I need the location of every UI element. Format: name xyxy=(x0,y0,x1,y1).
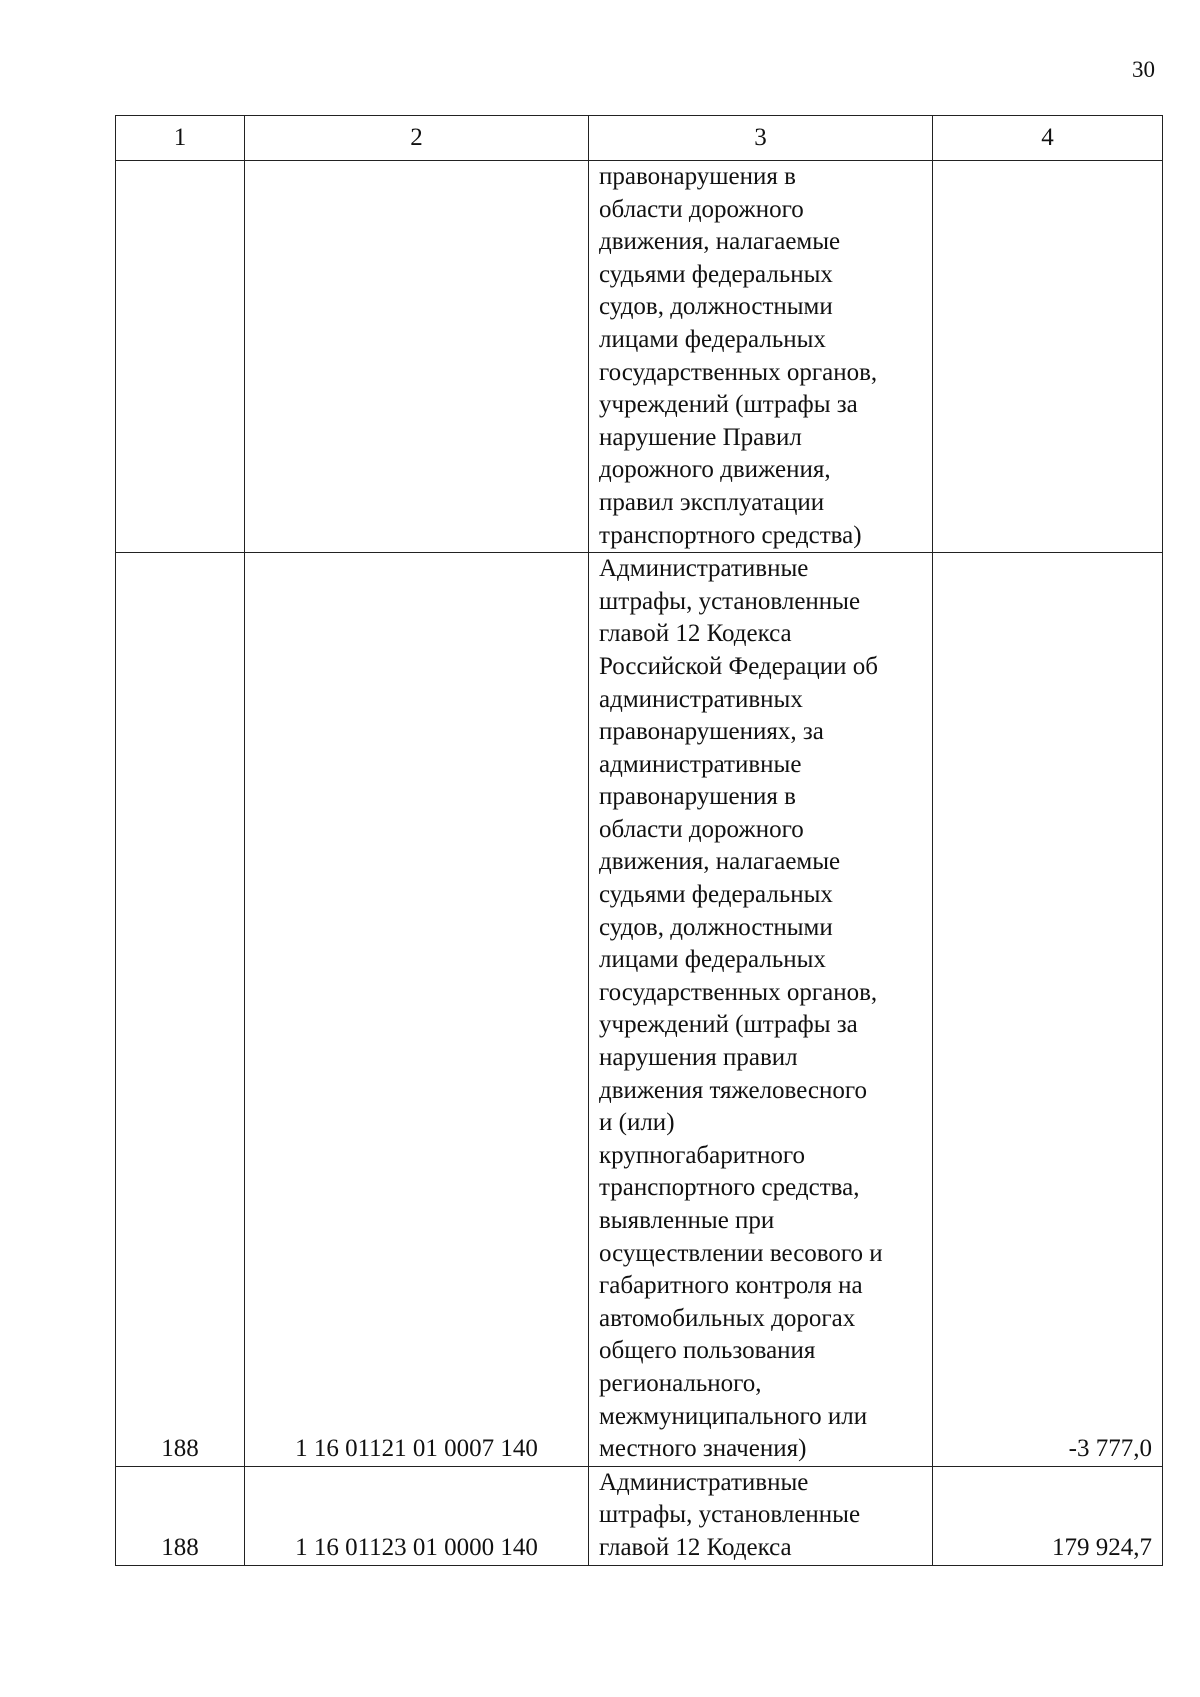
budget-table xyxy=(115,115,1163,1566)
description-cell: Административные штрафы, установленные главой 12 Кодекса xyxy=(589,1466,933,1565)
budget-code-cell: 1 16 01121 01 0007 140 xyxy=(245,553,589,1467)
description-cell: Административные штрафы, установленные главой 12 Кодекса Российской Федерации об административных правонарушениях, за административные правонарушения в области дорожного движения, налагаемые судьями федеральных судов, должностными лицами федеральных государственных органов, учреждений (штрафы за нарушения правил движения тяжеловесного и (или) крупногабаритного транспортного средства, выявленные при осуществлении весового и габаритного контроля на автомобильных дорогах общего пользования регионального, межмуниципального или местного значения) xyxy=(589,553,933,1467)
admin-code-cell: 188 xyxy=(116,553,245,1467)
amount-cell: 179 924,7 xyxy=(933,1466,1163,1565)
table-row xyxy=(116,1466,1163,1565)
admin-code-cell: 188 xyxy=(116,1466,245,1565)
budget-code-cell xyxy=(245,161,589,553)
header-col-2: 2 xyxy=(245,116,589,161)
header-col-1: 1 xyxy=(116,116,245,161)
page-number: 30 xyxy=(1132,57,1155,82)
table-row xyxy=(116,553,1163,1467)
header-col-3: 3 xyxy=(589,116,933,161)
amount-cell xyxy=(933,161,1163,553)
description-cell: правонарушения в области дорожного движения, налагаемые судьями федеральных судов, должностными лицами федеральных государственных органов, учреждений (штрафы за нарушение Правил дорожного движения, правил эксплуатации транспортного средства) xyxy=(589,161,933,553)
amount-cell: -3 777,0 xyxy=(933,553,1163,1467)
budget-code-cell: 1 16 01123 01 0000 140 xyxy=(245,1466,589,1565)
header-row xyxy=(116,116,1163,161)
header-col-4: 4 xyxy=(933,116,1163,161)
admin-code-cell xyxy=(116,161,245,553)
table-row xyxy=(116,161,1163,553)
